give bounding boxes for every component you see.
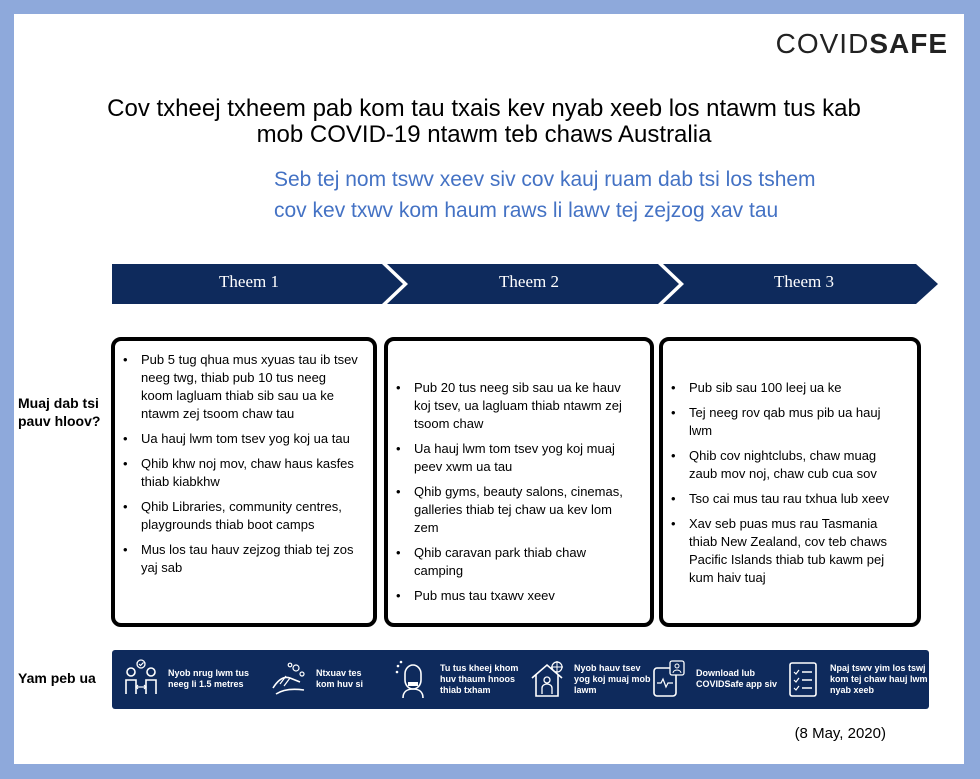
page-subtitle: Seb tej nom tswv xeev siv cov kauj ruam dab tsi los tshem cov kev txwv kom haum raws li lawv tej zejzog xav tau [274,168,816,222]
action-stay-home [528,658,652,700]
covidsafe-logo [776,28,948,60]
list-item: • Ua hauj lwm tom tsev yog koj muaj peev xwm ua tau [414,440,638,476]
phone-app-icon [650,658,688,700]
logo-bold: SAFE [869,28,948,59]
row-label-changes: Muaj dab tsi pauv hloov? [18,395,101,429]
stage-2-list [388,379,650,605]
stage-3-list [663,379,917,587]
list-item: • Pub sib sau 100 leej ua ke [689,379,905,397]
stage-1-box [111,337,377,627]
action-distancing [122,658,256,700]
action-text: Download lub COVIDSafe app siv [696,668,778,689]
list-item: • Qhib gyms, beauty salons, cinemas, galleries thiab tej chaw ua kev lom zem [414,483,638,537]
stage-3-box [659,337,921,627]
list-item: • Pub 20 tus neeg sib sau ua ke hauv koj tsev, ua lagluam thiab ntawm zej tsoom chaw [414,379,638,433]
list-item: • Tso cai mus tau rau txhua lub xeev [689,490,905,508]
distancing-icon [122,658,160,700]
stay-home-icon [528,658,566,700]
action-text: Nyob nrug lwm tus neeg li 1.5 metres [168,668,249,689]
stage-1-list [115,351,373,577]
slide [14,14,964,764]
action-checklist [784,658,928,700]
list-item: • Qhib khw noj mov, chaw haus kasfes thiab kiabkhw [141,455,361,491]
list-item: • Pub 5 tug qhua mus xyuas tau ib tsev neeg twg, thiab pub 10 tus neeg koom lagluam thiab sib sau ua ke ntawm zej tsoom chaw tau [141,351,361,423]
action-phone-app [650,658,788,700]
action-hand-washing [270,658,370,700]
list-item: • Mus los tau hauv zejzog thiab tej zos yaj sab [141,541,361,577]
action-text: Npaj tswv yim los tswj kom tej chaw hauj lwm nyab xeeb [830,662,928,695]
list-item: • Xav seb puas mus rau Tasmania thiab New Zealand, cov teb chaws Pacific Islands thiab tub kawm pej kum haiv tuaj [689,515,905,587]
list-item: • Qhib Libraries, community centres, playgrounds thiab boot camps [141,498,361,534]
list-item: • Qhib cov nightclubs, chaw muag zaub mov noj, chaw cub cua sov [689,447,905,483]
list-item: • Qhib caravan park thiab chaw camping [414,544,638,580]
action-text: Tu tus kheej khom huv thaum hnoos thiab txham [440,662,519,695]
date-label: (8 May, 2020) [794,725,886,742]
row-label-actions: Yam peb ua [18,670,96,686]
action-cough [394,658,528,700]
action-text: Ntxuav tes kom huv si [316,668,364,689]
phase-1-label: Theem 1 [219,272,279,291]
list-item: • Ua hauj lwm tom tsev yog koj ua tau [141,430,361,448]
hand-washing-icon [270,658,308,700]
list-item: • Pub mus tau txawv xeev [414,587,638,605]
page-title: Cov txheej txheem pab kom tau txais kev nyab xeeb los ntawm tus kab mob COVID-19 ntawm teb chaws Australia [107,95,861,148]
action-text: Nyob hauv tsev yog koj muaj mob lawm [574,662,651,695]
list-item: • Tej neeg rov qab mus pib ua hauj lwm [689,404,905,440]
phase-3-label: Theem 3 [774,272,834,291]
stage-2-box [384,337,654,627]
actions-bar [112,650,929,709]
phase-2-label: Theem 2 [499,272,559,291]
checklist-icon [784,658,822,700]
cough-icon [394,658,432,700]
logo-prefix: COVID [775,28,870,59]
